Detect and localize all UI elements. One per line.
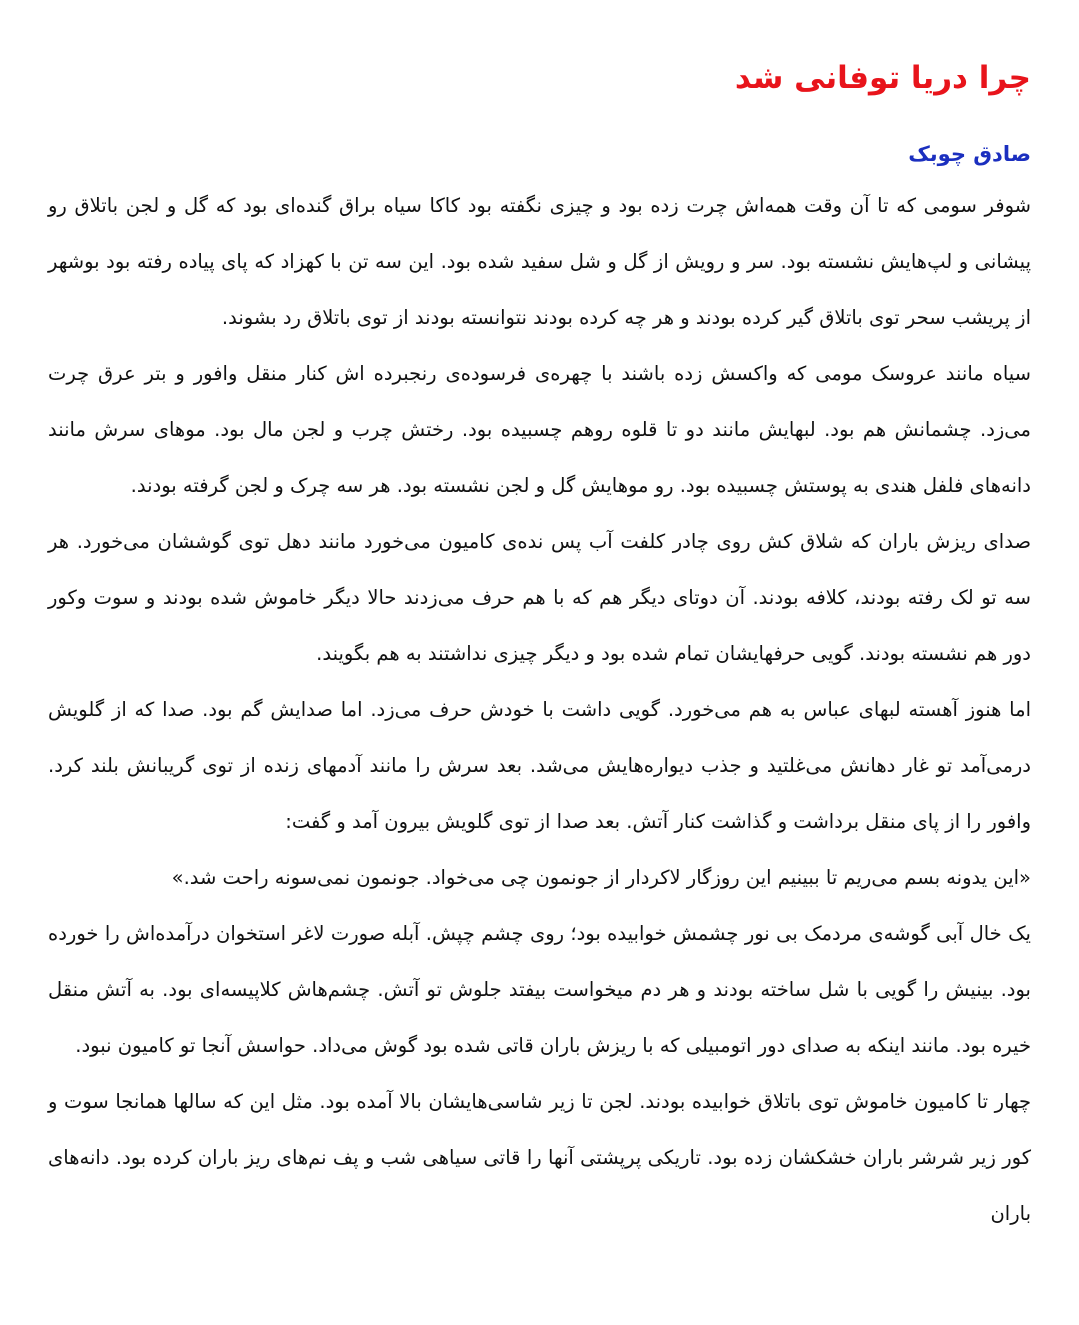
paragraph-6: یک خال آبی گوشه‌ی مردمک بی نور چشمش خوابیده بود؛ روی چشم چپش. آبله صورت لاغر استخوان درآمده‌اش را خورده بود. بینیش را گویی با شل ساخته بودند و هر دم میخواست بیفتد جلوش تو آتش. چشم‌هاش کلاپیسه‌ای بود. به آتش منقل خیره بود. مانند اینکه به صدای دور اتومبیلی که با ریزش باران قاتی شده بود گوش می‌داد. حواسش آنجا تو کامیون نبود. (48, 922, 1031, 1057)
paragraph-1: شوفر سومی که تا آن وقت همه‌اش چرت زده بود و چیزی نگفته بود کاکا سیاه براق گنده‌ای بود که گل و لجن باتلاق رو پیشانی و لپ‌هایش نشسته بود. سر و رویش از گل و شل سفید شده بود. این سه تن با کهزاد که پای پیاده رفته بود بوشهر از پریشب سحر توی باتلاق گیر کرده بودند و هر چه کرده بودند نتوانسته بودند از توی باتلاق رد بشوند. (48, 194, 1031, 329)
paragraph-7: چهار تا کامیون خاموش توی باتلاق خوابیده بودند. لجن تا زیر شاسی‌هایشان بالا آمده بود. مثل این که سالها همانجا سوت و کور زیر شرشر باران خشکشان زده بود. تاریکی پرپشتی آنها را قاتی سیاهی شب و پف نم‌های ریز باران کرده بود. دانه‌های باران (48, 1090, 1031, 1225)
document-page (48, 50, 1031, 1242)
paragraph-4: اما هنوز آهسته لبهای عباس به هم می‌خورد. گویی داشت با خودش حرف می‌زد. اما صدایش گم بود. صدا که از گلویش درمی‌آمد تو غار دهانش می‌غلتید و جذب دیواره‌هایش می‌شد. بعد سرش را مانند آدمهای زنده از توی گریبانش بلند کرد. وافور را از پای منقل برداشت و گذاشت کنار آتش. بعد صدا از توی گلویش بیرون آمد و گفت: (48, 698, 1031, 833)
paragraph-2: سیاه مانند عروسک مومی که واکسش زده باشند با چهره‌ی فرسوده‌ی رنجبرده اش کنار منقل وافور و بتر عرق چرت می‌زد. چشمانش هم بود. لبهایش مانند دو تا قلوه روهم چسبیده بود. رختش چرب و لجن مال بود. موهای سرش مانند دانه‌های فلفل هندی به پوستش چسبیده بود. رو موهایش گل و لجن نشسته بود. هر سه چرک و لجن گرفته بودند. (48, 362, 1031, 497)
author-name: صادق چوبک (908, 142, 1031, 166)
paragraph-3: صدای ریزش باران که شلاق کش روی چادر کلفت آب پس نده‌ی کامیون می‌خورد مانند دهل توی گوششان می‌خورد. هر سه تو لک رفته بودند، کلافه بودند. آن دوتای دیگر هم که با هم حرف می‌زدند حالا دیگر خاموش شده بودند و سوت وکور دور هم نشسته بودند. گویی حرفهایشان تمام شده بود و دیگر چیزی نداشتند به هم بگویند. (48, 530, 1031, 665)
story-title: چرا دریا توفانی شد (734, 60, 1031, 96)
paragraph-5-quote: «این یدونه بسم می‌ریم تا ببینیم این روزگار لاکردار از جونمون چی می‌خواد. جونمون نمی‌سونه راحت شد.» (171, 866, 1031, 889)
